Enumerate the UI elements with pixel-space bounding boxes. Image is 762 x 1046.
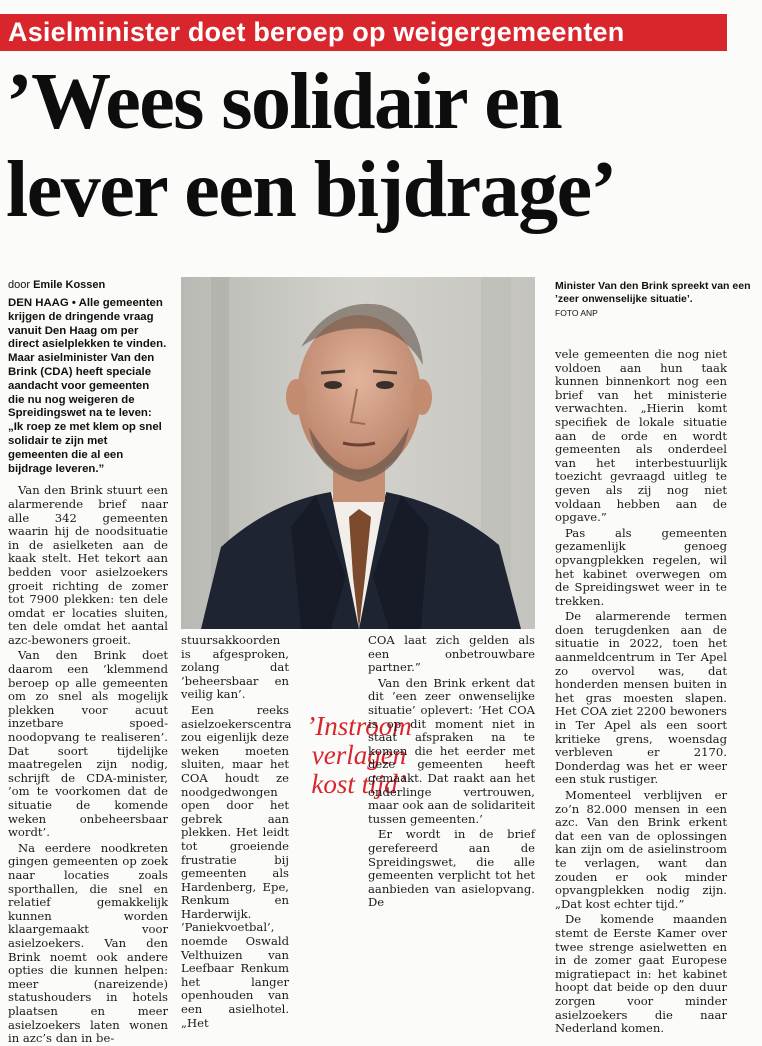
body-paragraph: Momenteel verblijven er zo’n 82.000 mensen in een azc. Van den Brink erkent dat een van de oplossingen kan zijn om de asielinstroom te verlagen, want dan zouden er ook minder opvangplekken nodig zijn. „Dat kost echter tijd.” bbox=[555, 788, 727, 911]
body-paragraph: De alarmerende termen doen terugdenken aan de situatie in 2022, toen het aanmeldcentrum in Ter Apel zo overvol was, dat honderden mensen buiten in het gras moesten slapen. Het COA ziet 2200 bewoners in Ter Apel als een soort kritieke grens, woensdag verbleven er 2170. Donderdag was het er weer een stuk rustiger. bbox=[555, 609, 727, 787]
lead-text: Alle gemeenten krijgen de dringende vraag vanuit Den Haag om per direct asielplekken te vinden. Maar asielminister Van den Brink (CDA) heeft speciale aandacht voor gemeenten die nu nog weigeren de Spreidingswet na te leven: „Ik roep ze met klem op snel solidair te zijn met gemeenten die al een bijdrage leveren.” bbox=[8, 297, 167, 475]
photo-caption bbox=[555, 280, 755, 320]
dateline: DEN HAAG • bbox=[8, 297, 76, 309]
byline-prefix: door bbox=[8, 279, 31, 291]
headline-line-2: lever een bijdrage’ bbox=[6, 146, 616, 234]
body-paragraph: Er wordt in de brief gerefereerd aan de Spreidingswet, die alle gemeenten verplicht tot het aanbieden van asielopvang. De bbox=[368, 827, 535, 910]
portrait-illustration bbox=[181, 277, 535, 629]
article-column-1 bbox=[8, 297, 168, 1046]
photo-credit: FOTO ANP bbox=[555, 308, 598, 318]
headline bbox=[6, 58, 762, 234]
article-column-2 bbox=[181, 633, 292, 1030]
body-paragraph: Van den Brink doet daarom een ’klemmend beroep op alle gemeenten om zo snel als mogelijk plekken voor acuut inzetbare spoed-noodopvang te realiseren’. Dat soort tijdelijke maatregelen zijn nodig, schrijft de CDA-minister, ’om te voorkomen dat de situatie de komende weken onbeheersbaar wordt’. bbox=[8, 648, 168, 840]
lead-paragraph bbox=[8, 297, 168, 476]
headline-line-1: ’Wees solidair en bbox=[6, 58, 562, 146]
body-paragraph: Van den Brink stuurt een alarmerende brief naar alle 342 gemeenten waarin hij de noodsituatie in de asielketen aan de kaak stelt. Het tekort aan bedden voor asielzoekers groeit richting de zomer tot 7900 plekken: ten dele omdat er locaties sluiten, ten dele omdat het aantal azc-bewoners groeit. bbox=[8, 483, 168, 647]
byline-author: Emile Kossen bbox=[33, 279, 106, 291]
pull-quote: ’Instroom verlagen kost tijd’ bbox=[306, 711, 412, 799]
body-paragraph: vele gemeenten die nog niet voldoen aan hun taak kunnen binnenkort nog een brief van het ministerie verwachten. „Hierin komt specifiek de lokale situatie aan de orde en wordt gemeenten als onderdeel van het interbestuurlijk toezicht gevraagd uitleg te geven als zij nog niet voldaan hebben aan de opgave.” bbox=[555, 347, 727, 525]
article-column-3 bbox=[368, 633, 535, 910]
byline bbox=[8, 279, 105, 291]
caption-text: Minister Van den Brink spreekt van een ’zeer onwenselijke situatie’. bbox=[555, 280, 751, 305]
body-paragraph: Pas als gemeenten gezamenlijk genoeg opvangplekken regelen, wil het kabinet overwegen om de Spreidingswet weer in te trekken. bbox=[555, 525, 727, 608]
article-column-4 bbox=[555, 347, 727, 1036]
body-paragraph: stuursakkoorden is afgesproken, zolang dat ’beheersbaar en veilig kan’. bbox=[181, 633, 289, 702]
kicker-banner: Asielminister doet beroep op weigergemeenten bbox=[0, 14, 727, 51]
body-paragraph: Na eerdere noodkreten gingen gemeenten op zoek naar locaties zoals sporthallen, die snel en relatief gemakkelijk kunnen worden klaargemaakt voor asielzoekers. Van den Brink noemt ook andere opties die kunnen helpen: meer (nareizende) statushouders in hotels plaatsen en meer asielzoekers laten wonen in azc’s dan in be- bbox=[8, 840, 168, 1046]
body-paragraph: COA laat zich gelden als een onbetrouwbare partner.” bbox=[368, 633, 535, 675]
body-paragraph: Van den Brink erkent dat dit ’een zeer onwenselijke situatie’ oplevert: ’Het COA is op dit moment niet in staat afspraken na te komen die het eerder met deze gemeenten heeft gemaakt. Dat raakt aan het onderlinge vertrouwen, maar ook aan de solidariteit tussen gemeenten.’ bbox=[368, 675, 535, 826]
body-paragraph: Een reeks asielzoekerscentra zou eigenlijk deze weken moeten sluiten, maar het COA houdt ze noodgedwongen open door het gebrek aan plekken. Het leidt tot groeiende frustratie bij gemeenten als Hardenberg, Epe, Renkum en Harderwijk. ’Paniekvoetbal’, noemde Oswald Velthuizen van Leefbaar Renkum het langer openhouden van een asielhotel. „Het bbox=[181, 702, 292, 1030]
article-photo bbox=[181, 277, 535, 629]
body-paragraph: De komende maanden stemt de Eerste Kamer over twee strenge asielwetten en in de zomer gaat Europese migratiepact in: het kabinet hoopt dat beide op den duur zorgen voor minder asielzoekers die naar Nederland komen. bbox=[555, 912, 727, 1036]
